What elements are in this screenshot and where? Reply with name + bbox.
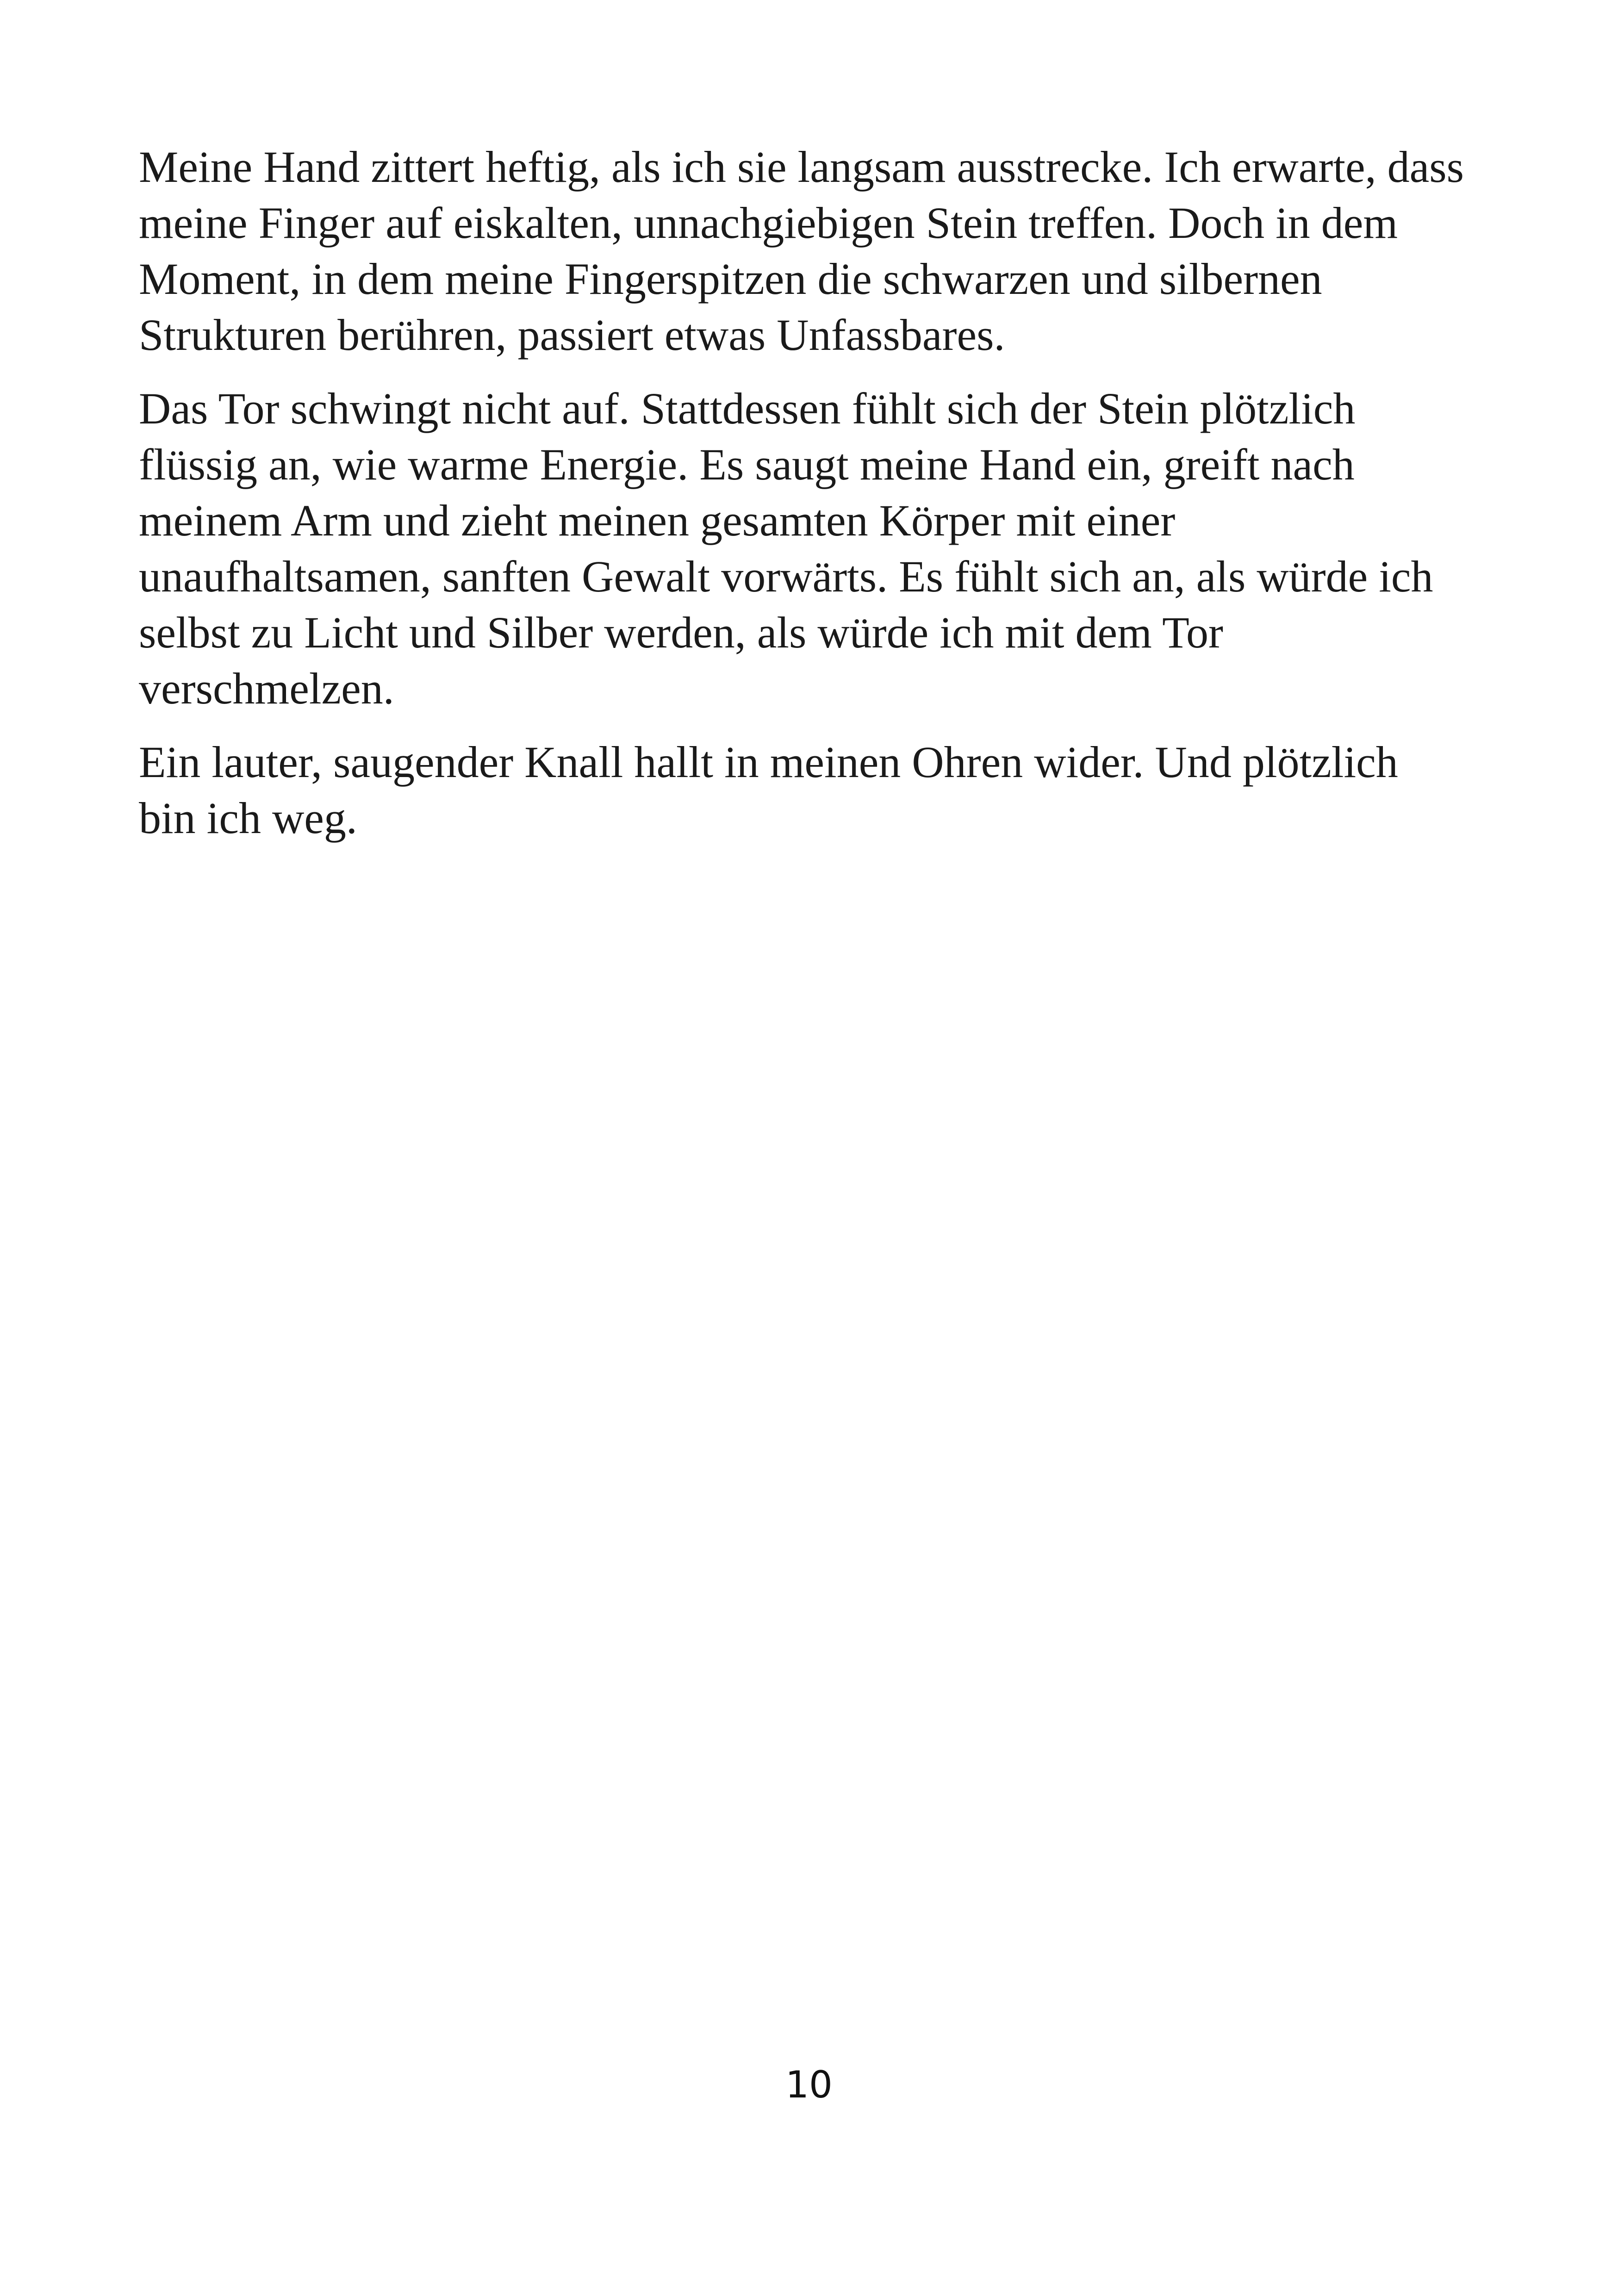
text-line: meinem Arm und zieht meinen gesamten Körper mit einer: [139, 496, 1176, 545]
text-line: verschmelzen.: [139, 664, 394, 713]
text-line: flüssig an, wie warme Energie. Es saugt meine Hand ein, greift nach: [139, 440, 1355, 489]
text-line: bin ich weg.: [139, 793, 357, 843]
text-line: Das Tor schwingt nicht auf. Stattdessen fühlt sich der Stein plötzlich: [139, 384, 1356, 433]
text-line: unaufhaltsamen, sanften Gewalt vorwärts. Es fühlt sich an, als würde ich: [139, 552, 1433, 601]
paragraph: [139, 139, 1509, 363]
text-line: Ein lauter, saugender Knall hallt in meinen Ohren wider. Und plötzlich: [139, 737, 1398, 787]
text-line: Strukturen berühren, passiert etwas Unfassbares.: [139, 310, 1005, 360]
paragraph: [139, 734, 1509, 846]
body-text: [139, 139, 1509, 864]
text-line: meine Finger auf eiskalten, unnachgiebigen Stein treffen. Doch in dem: [139, 198, 1398, 248]
text-line: selbst zu Licht und Silber werden, als würde ich mit dem Tor: [139, 608, 1223, 657]
page-number: 10: [785, 2063, 833, 2106]
paragraph: [139, 380, 1509, 716]
text-line: Moment, in dem meine Fingerspitzen die schwarzen und silbernen: [139, 254, 1322, 304]
text-line: Meine Hand zittert heftig, als ich sie langsam ausstrecke. Ich erwarte, dass: [139, 142, 1464, 192]
